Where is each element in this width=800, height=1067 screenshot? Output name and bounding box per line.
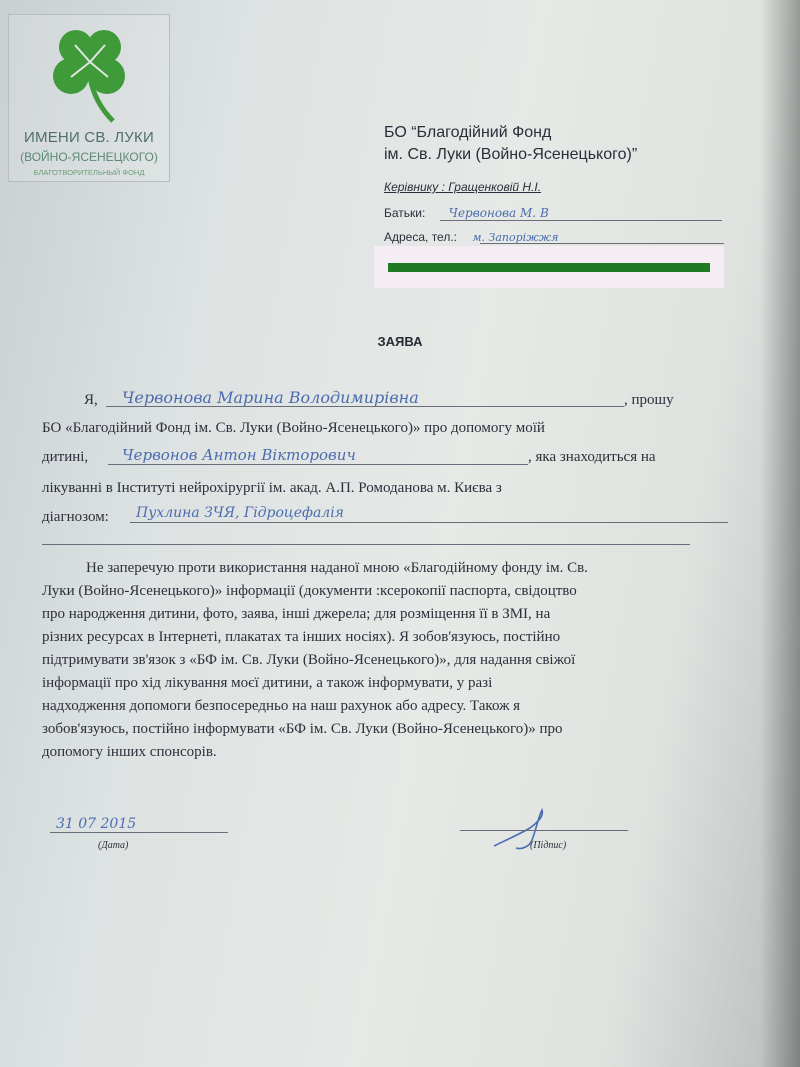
p1-line1 bbox=[84, 392, 98, 409]
parents-label: Батьки: bbox=[384, 206, 426, 220]
date-value: 31 07 2015 bbox=[56, 816, 137, 832]
head-field bbox=[384, 180, 541, 194]
address-label: Адреса, тел.: bbox=[384, 230, 458, 244]
parents-value: Червонова М. В bbox=[448, 206, 549, 220]
diagnosis-underline bbox=[130, 522, 728, 523]
redaction-box bbox=[374, 246, 724, 288]
p2-line7: надходження допомоги безпосередньо на наш рахунок або адресу. Також я bbox=[42, 698, 521, 714]
p1-line3-end: , яка знаходиться на bbox=[528, 449, 656, 465]
applicant-underline bbox=[106, 406, 624, 407]
p2-line9: допомогу інших спонсорів. bbox=[42, 744, 217, 760]
p1-line4: лікуванні в Інституті нейрохірургії ім. акад. А.П. Ромоданова м. Києва з bbox=[42, 480, 502, 496]
page-edge-shadow bbox=[760, 0, 800, 1067]
date-underline bbox=[50, 832, 228, 833]
parents-underline bbox=[440, 220, 722, 221]
address-value: м. Запоріжжя bbox=[472, 231, 559, 244]
p1-line2: БО «Благодійний Фонд ім. Св. Луки (Войно-Ясенецького)» про допомогу моїй bbox=[42, 420, 545, 436]
head-label: Керівнику : Гращенковій Н.І. bbox=[384, 180, 542, 194]
signature-label: (Підпис) bbox=[530, 840, 567, 851]
addressee-block bbox=[384, 122, 637, 166]
p2-line5: підтримувати зв'язок з «БФ ім. Св. Луки (Войно-Ясенецького)», для надання свіжої bbox=[42, 652, 576, 668]
foundation-logo bbox=[8, 14, 170, 182]
address-underline bbox=[480, 243, 724, 244]
p2-line3: про народження дитини, фото, заява, інші джерела; для розміщення її в ЗМІ, на bbox=[42, 606, 551, 622]
address-field bbox=[384, 230, 558, 244]
org-name-line1: БО “Благодійний Фонд bbox=[384, 124, 552, 141]
p2-line1: Не заперечую проти використання наданої мною «Благодійному фонду ім. Св. bbox=[86, 560, 588, 576]
parents-field bbox=[384, 206, 549, 220]
document-title: ЗАЯВА bbox=[377, 334, 423, 349]
p2-line8: зобов'язуюсь, постійно інформувати «БФ ім. Св. Луки (Войно-Ясенецького)» про bbox=[42, 721, 563, 737]
applicant-name: Червонова Марина Володимирівна bbox=[122, 388, 419, 407]
p1-line5-start: діагнозом: bbox=[42, 509, 109, 525]
date-label: (Дата) bbox=[98, 840, 129, 851]
p2-line6: інформації про хід лікування моєї дитини, а також інформувати, у разі bbox=[42, 675, 493, 691]
signature-underline bbox=[460, 830, 628, 831]
p2-line2: Луки (Войно-Ясенецького)» інформації (документи :ксерокопії паспорта, свідоцтво bbox=[42, 583, 577, 599]
child-underline bbox=[108, 464, 528, 465]
child-name: Червонов Антон Вікторович bbox=[122, 446, 356, 464]
p1-line1-end: , прошу bbox=[624, 392, 674, 408]
org-name-line2: ім. Св. Луки (Войно-Ясенецького)” bbox=[384, 146, 638, 163]
p2-line4: різних ресурсах в Інтернеті, плакатах та інших носіях). Я зобов'язуюсь, постійно bbox=[42, 629, 561, 645]
diagnosis-underline-2 bbox=[42, 544, 690, 545]
p1-line3-start: дитині, bbox=[42, 449, 89, 465]
logo-caption: БЛАГОТВОРИТЕЛЬНЫЙ ФОНД bbox=[33, 168, 145, 177]
clover-icon bbox=[43, 21, 137, 125]
logo-subtitle: (ВОЙНО-ЯСЕНЕЦКОГО) bbox=[20, 150, 158, 164]
diagnosis-value: Пухлина ЗЧЯ, Гідроцефалія bbox=[136, 505, 344, 521]
logo-title: ИМЕНИ СВ. ЛУКИ bbox=[24, 129, 154, 146]
redaction-bar bbox=[388, 263, 710, 272]
p1-line1-start: Я, bbox=[84, 392, 98, 408]
